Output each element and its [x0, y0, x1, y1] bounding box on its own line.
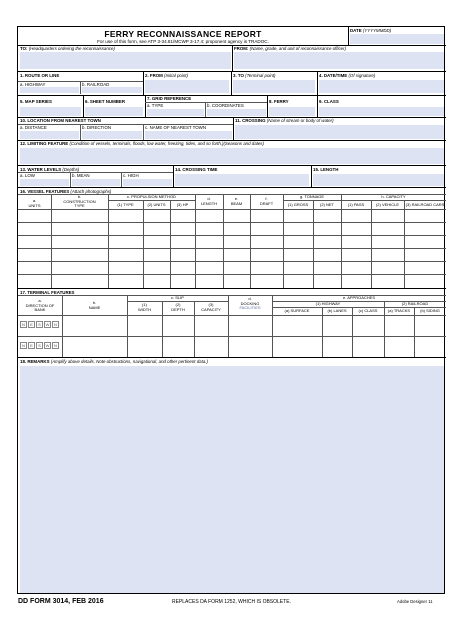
sheet-number-field[interactable]: [85, 107, 143, 116]
vessel-f: f.: [265, 196, 268, 201]
to-field[interactable]: [20, 52, 231, 69]
distance-label: a. DISTANCE: [20, 125, 47, 130]
railroad-label: b. RAILROAD: [82, 82, 110, 87]
to-point-hint: (Terminal point): [245, 73, 276, 78]
route-label: 1. ROUTE OR LINE: [20, 73, 60, 78]
vessel-punits-header: (2) UNITS: [147, 202, 166, 207]
approach-class-header: (c) CLASS: [358, 308, 378, 313]
vessel-hint: (Attach photographs): [70, 189, 112, 194]
bank-dir-w2-checkbox[interactable]: W: [45, 343, 50, 348]
terminal-d: d.: [248, 296, 252, 301]
to-hint: (Headquarters ordering the reconnaissance): [28, 46, 115, 51]
terminal-direction-header: DIRECTION OF: [25, 302, 55, 308]
grid-coordinates-label: b. COORDINATES: [207, 103, 244, 108]
date-label: DATE: [350, 28, 362, 33]
datetime-hint: (Of signature): [348, 73, 376, 78]
distance-field[interactable]: [20, 131, 79, 139]
ferry-field[interactable]: [269, 107, 315, 116]
slip-capacity-num: (3): [208, 302, 214, 307]
crossing-label: 11. CROSSING: [235, 118, 266, 123]
crossing-hint: (Name of stream or body of water): [266, 118, 334, 123]
sheet-number-label: 6. SHEET NUMBER: [85, 99, 126, 104]
vessel-d: d.: [207, 196, 211, 201]
form-number: DD FORM 3014, FEB 2016: [18, 598, 104, 605]
remarks-hint: (Amplify above details. Note obstructions, navigational, and other pertinent data.): [50, 359, 208, 364]
ferry-reconnaissance-form: [17, 26, 445, 594]
datetime-label: 4. DATE/TIME: [319, 73, 348, 78]
slip-depth-header: DEPTH: [171, 306, 185, 312]
length-field[interactable]: [313, 174, 444, 186]
class-label: 9. CLASS: [319, 99, 339, 104]
bank-dir-w1-checkbox[interactable]: W: [45, 322, 50, 327]
vessel-pass-header: (1) PASS: [347, 202, 365, 207]
bank-dir-n2b-checkbox[interactable]: N: [52, 342, 59, 349]
date-field[interactable]: [350, 34, 444, 44]
form-title: FERRY RECONNAISSANCE REPORT: [104, 29, 262, 39]
remarks-field[interactable]: [20, 366, 444, 593]
limiting-label: 12. LIMITING FEATURE: [20, 141, 69, 146]
direction-field[interactable]: [82, 131, 142, 139]
datetime-field[interactable]: [319, 80, 444, 93]
class-field[interactable]: [319, 107, 444, 116]
grid-type-label: a. TYPE: [147, 103, 164, 108]
low-label: a. LOW: [20, 173, 35, 178]
vessel-vehicle-header: (2) VEHICLE: [375, 202, 400, 207]
vessel-e: e.: [234, 196, 239, 201]
from-hint: (Name, grade, and unit of reconnaissance officer): [249, 46, 347, 51]
vessel-net-header: (2) NET: [320, 202, 334, 207]
terminal-a: a.: [38, 298, 42, 303]
vessel-beam-header: BEAM: [230, 200, 243, 206]
bank-dir-s2-checkbox[interactable]: S: [36, 342, 43, 349]
vessel-table-rows[interactable]: [18, 210, 446, 288]
water-levels-label: 13. WATER LEVELS: [20, 167, 62, 172]
vessel-railroad-cars-header: (3) RAILROAD CARS: [405, 202, 445, 207]
vessel-units-header: UNITS: [28, 202, 41, 208]
approach-railroad-header: (2) RAILROAD: [401, 301, 429, 306]
form-subtitle: For use of this form, see ATP 3-34.81/MCWP 3-17.4; proponent agency is TRADOC.: [97, 39, 269, 44]
limiting-hint: (Condition of vessels, terminals, floods, low water, freezing, tides, and so forth.)(Seasons and dates): [69, 141, 264, 146]
bank-dir-e2-checkbox[interactable]: E: [28, 342, 35, 349]
approach-siding-header: (b) SIDING: [420, 308, 440, 313]
railroad-field[interactable]: [82, 87, 142, 93]
terminal-bank-header: BANK: [34, 307, 46, 313]
highway-label: a. HIGHWAY: [20, 82, 46, 87]
slip-width-header: WIDTH: [137, 306, 152, 312]
date-hint: (YYYYMMDD): [362, 28, 392, 33]
terminal-slip-header: c. SLIP: [171, 295, 184, 300]
to-point-label: 3. TO: [233, 73, 244, 78]
location-label: 10. LOCATION FROM NEAREST TOWN: [20, 118, 101, 123]
high-field[interactable]: [123, 179, 172, 186]
to-point-field[interactable]: [233, 80, 315, 93]
vessel-tonnage-header: g. TONNAGE: [299, 194, 325, 199]
bank-dir-s1-checkbox[interactable]: S: [36, 321, 43, 328]
bank-dir-e1-checkbox[interactable]: E: [28, 321, 35, 328]
terminal-docking-header: DOCKING: [240, 300, 260, 306]
map-series-label: 5. MAP SERIES: [20, 99, 52, 104]
vessel-php-header: (3) HP: [176, 202, 189, 207]
vessel-capacity-header: h. CAPACITY: [381, 194, 406, 199]
terminal-label: 17. TERMINAL FEATURES: [20, 290, 75, 295]
vessel-construction-header: CONSTRUCTION: [63, 198, 96, 204]
length-label: 15. LENGTH: [313, 167, 339, 172]
low-field[interactable]: [20, 179, 69, 186]
to-label: TO:: [20, 46, 28, 51]
vessel-ptype-header: (1) TYPE: [117, 202, 134, 207]
remarks-label: 18. REMARKS: [20, 359, 50, 364]
approach-highway-header: (1) HIGHWAY: [315, 301, 341, 306]
terminal-name-header: NAME: [88, 304, 101, 310]
crossing-time-field[interactable]: [175, 174, 309, 186]
slip-width-num: (1): [142, 302, 147, 307]
grid-type-field[interactable]: [147, 109, 204, 116]
vessel-label: 16. VESSEL FEATURES: [20, 189, 70, 194]
from-field[interactable]: [234, 52, 444, 69]
crossing-field[interactable]: [235, 125, 444, 139]
from-point-field[interactable]: [145, 80, 229, 93]
vessel-a: a.: [32, 198, 37, 203]
software-note: Adobe Designer 11: [397, 599, 433, 604]
terminal-b: b.: [92, 300, 97, 305]
terminal-facilities-header: FACILITIES: [239, 305, 261, 311]
town-label: c. NAME OF NEAREST TOWN: [145, 125, 206, 130]
mean-label: b. MEAN: [72, 173, 90, 178]
mean-field[interactable]: [72, 179, 120, 186]
approach-surface-header: (a) SURFACE: [284, 308, 310, 313]
from-point-label: 2. FROM: [145, 73, 163, 78]
vessel-draft-header: DRAFT: [259, 200, 274, 206]
direction-label: b. DIRECTION: [82, 125, 112, 130]
high-label: c. HIGH: [123, 173, 139, 178]
vessel-gross-header: (1) GROSS: [287, 202, 309, 207]
terminal-table-rows[interactable]: [62, 316, 446, 357]
vessel-propulsion-header: c. PROPULSION METHOD: [127, 194, 176, 199]
approach-tracks-header: (a) TRACKS: [387, 308, 411, 313]
water-levels-hint: (Depths): [62, 167, 80, 172]
grid-reference-label: 7. GRID REFERENCE: [147, 96, 192, 101]
ferry-label: 8. FERRY: [269, 99, 289, 104]
town-field[interactable]: [145, 131, 232, 139]
slip-depth-num: (2): [175, 302, 181, 307]
bank-dir-n1b-checkbox[interactable]: N: [52, 321, 59, 328]
highway-field[interactable]: [20, 87, 79, 93]
from-label: FROM:: [234, 46, 249, 51]
limiting-field[interactable]: [20, 148, 444, 164]
map-series-field[interactable]: [20, 107, 81, 116]
vessel-b: b.: [77, 194, 82, 199]
from-point-hint: (Initial point): [164, 73, 188, 78]
replaces-note: REPLACES DA FORM 1252, WHICH IS OBSOLETE.: [172, 599, 291, 605]
approach-lanes-header: (b) LANES: [327, 308, 347, 313]
grid-coordinates-field[interactable]: [207, 109, 266, 116]
terminal-approaches-header: e. APPROACHES: [342, 295, 375, 300]
bank-dir-n2-checkbox[interactable]: N: [20, 342, 27, 349]
vessel-type-header: TYPE: [74, 203, 85, 209]
crossing-time-label: 14. CROSSING TIME: [175, 167, 218, 172]
vessel-length-header: LENGTH: [200, 200, 218, 206]
bank-dir-n1-checkbox[interactable]: N: [20, 321, 27, 328]
slip-capacity-header: CAPACITY: [201, 306, 221, 312]
